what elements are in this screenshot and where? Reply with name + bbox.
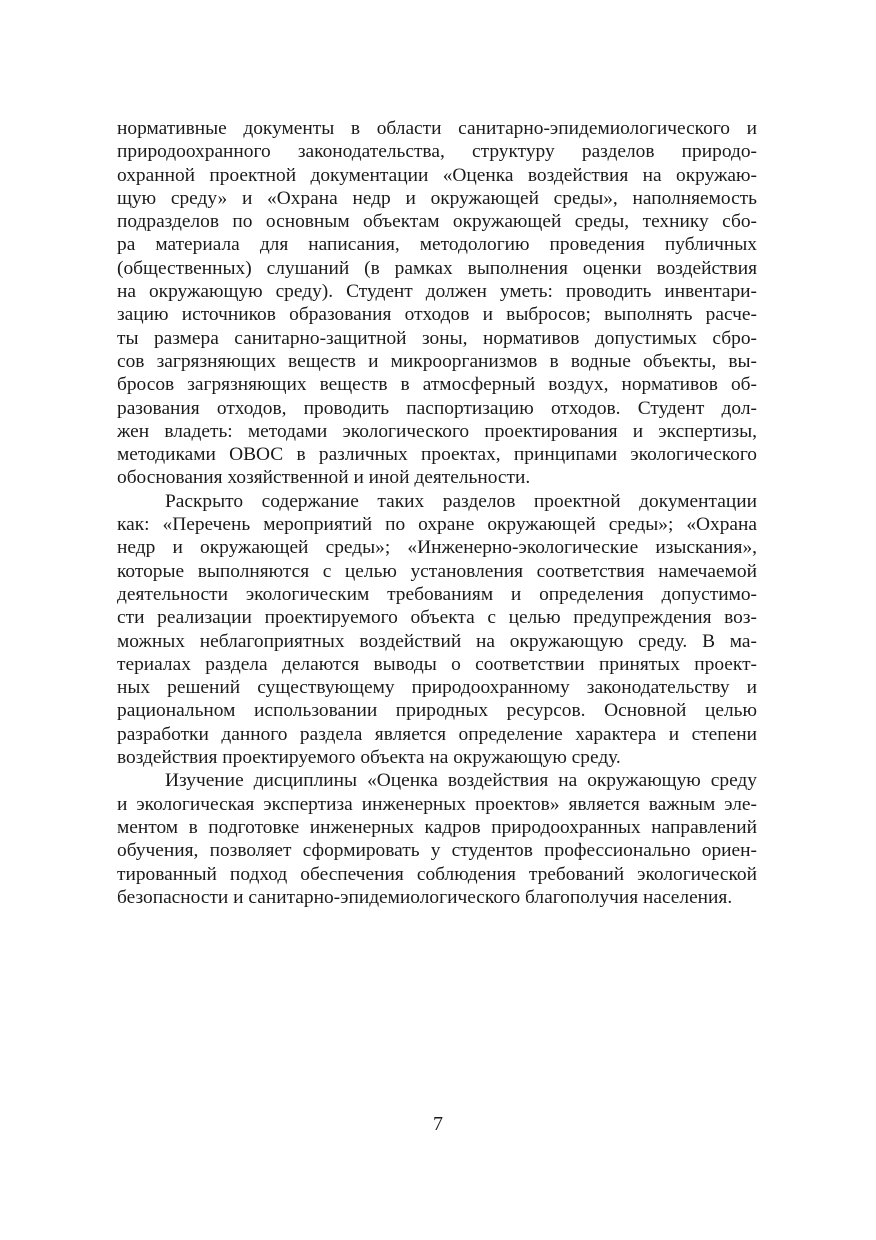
text-line: сти реализации проектируемого объекта с целью предупреждения воз- [117,607,757,629]
text-line: жен владеть: методами экологического проектирования и экспертизы, [117,420,757,442]
text-line: сов загрязняющих веществ и микроорганизмов в водные объекты, вы- [117,350,757,372]
text-line: ра материала для написания, методологию проведения публичных [117,234,757,256]
text-line: методиками ОВОС в различных проектах, принципами экологического [117,444,757,466]
text-line: ных решений существующему природоохранному законодательству и [117,677,757,699]
text-line: и экологическая экспертиза инженерных проектов» является важным эле- [117,793,757,815]
text-line: ты размера санитарно-защитной зоны, нормативов допустимых сбро- [117,327,757,349]
text-line: деятельности экологическим требованиям и определения допустимо- [117,583,757,605]
text-line: зацию источников образования отходов и выбросов; выполнять расче- [117,304,757,326]
paragraph [117,490,757,770]
text-line: разования отходов, проводить паспортизацию отходов. Студент дол- [117,397,757,419]
paragraph [117,769,757,909]
text-line: ментом в подготовке инженерных кадров природоохранных направлений [117,816,757,838]
text-line: разработки данного раздела является определение характера и степени [117,723,757,745]
body-text [117,117,757,909]
text-line: недр и окружающей среды»; «Инженерно-экологические изыскания», [117,537,757,559]
text-line: нормативные документы в области санитарно-эпидемиологического и [117,118,757,139]
text-line: подразделов по основным объектам окружающей среды, технику сбо- [117,211,757,233]
text-line: тированный подход обеспечения соблюдения требований экологической [117,863,757,885]
text-line: Раскрыто содержание таких разделов проектной документации [165,490,757,512]
text-line: природоохранного законодательства, структуру разделов природо- [117,141,757,163]
text-line: на окружающую среду). Студент должен уметь: проводить инвентари- [117,281,757,303]
text-line: териалах раздела делаются выводы о соответствии принятых проект- [117,653,757,675]
text-line: воздействия проектируемого объекта на окружающую среду. [117,747,621,769]
text-line: Изучение дисциплины «Оценка воздействия на окружающую среду [165,770,757,792]
text-line: (общественных) слушаний (в рамках выполнения оценки воздействия [117,257,757,279]
text-line: щую среду» и «Охрана недр и окружающей среды», наполняемость [117,187,757,209]
text-line: рациональном использовании природных ресурсов. Основной целью [117,700,757,722]
paragraph [117,117,757,490]
page-number: 7 [433,1113,443,1135]
text-line: как: «Перечень мероприятий по охране окружающей среды»; «Охрана [117,514,757,536]
text-line: охранной проектной документации «Оценка воздействия на окружаю- [117,164,757,186]
text-line: бросов загрязняющих веществ в атмосферный воздух, нормативов об- [117,374,757,396]
text-line: безопасности и санитарно-эпидемиологического благополучия населения. [117,886,733,908]
text-line: которые выполняются с целью установления соответствия намечаемой [117,560,757,582]
text-line: обучения, позволяет сформировать у студентов профессионально ориен- [117,840,757,862]
text-line: можных неблагоприятных воздействий на окружающую среду. В ма- [117,630,757,652]
text-line: обоснования хозяйственной и иной деятельности. [117,467,531,489]
